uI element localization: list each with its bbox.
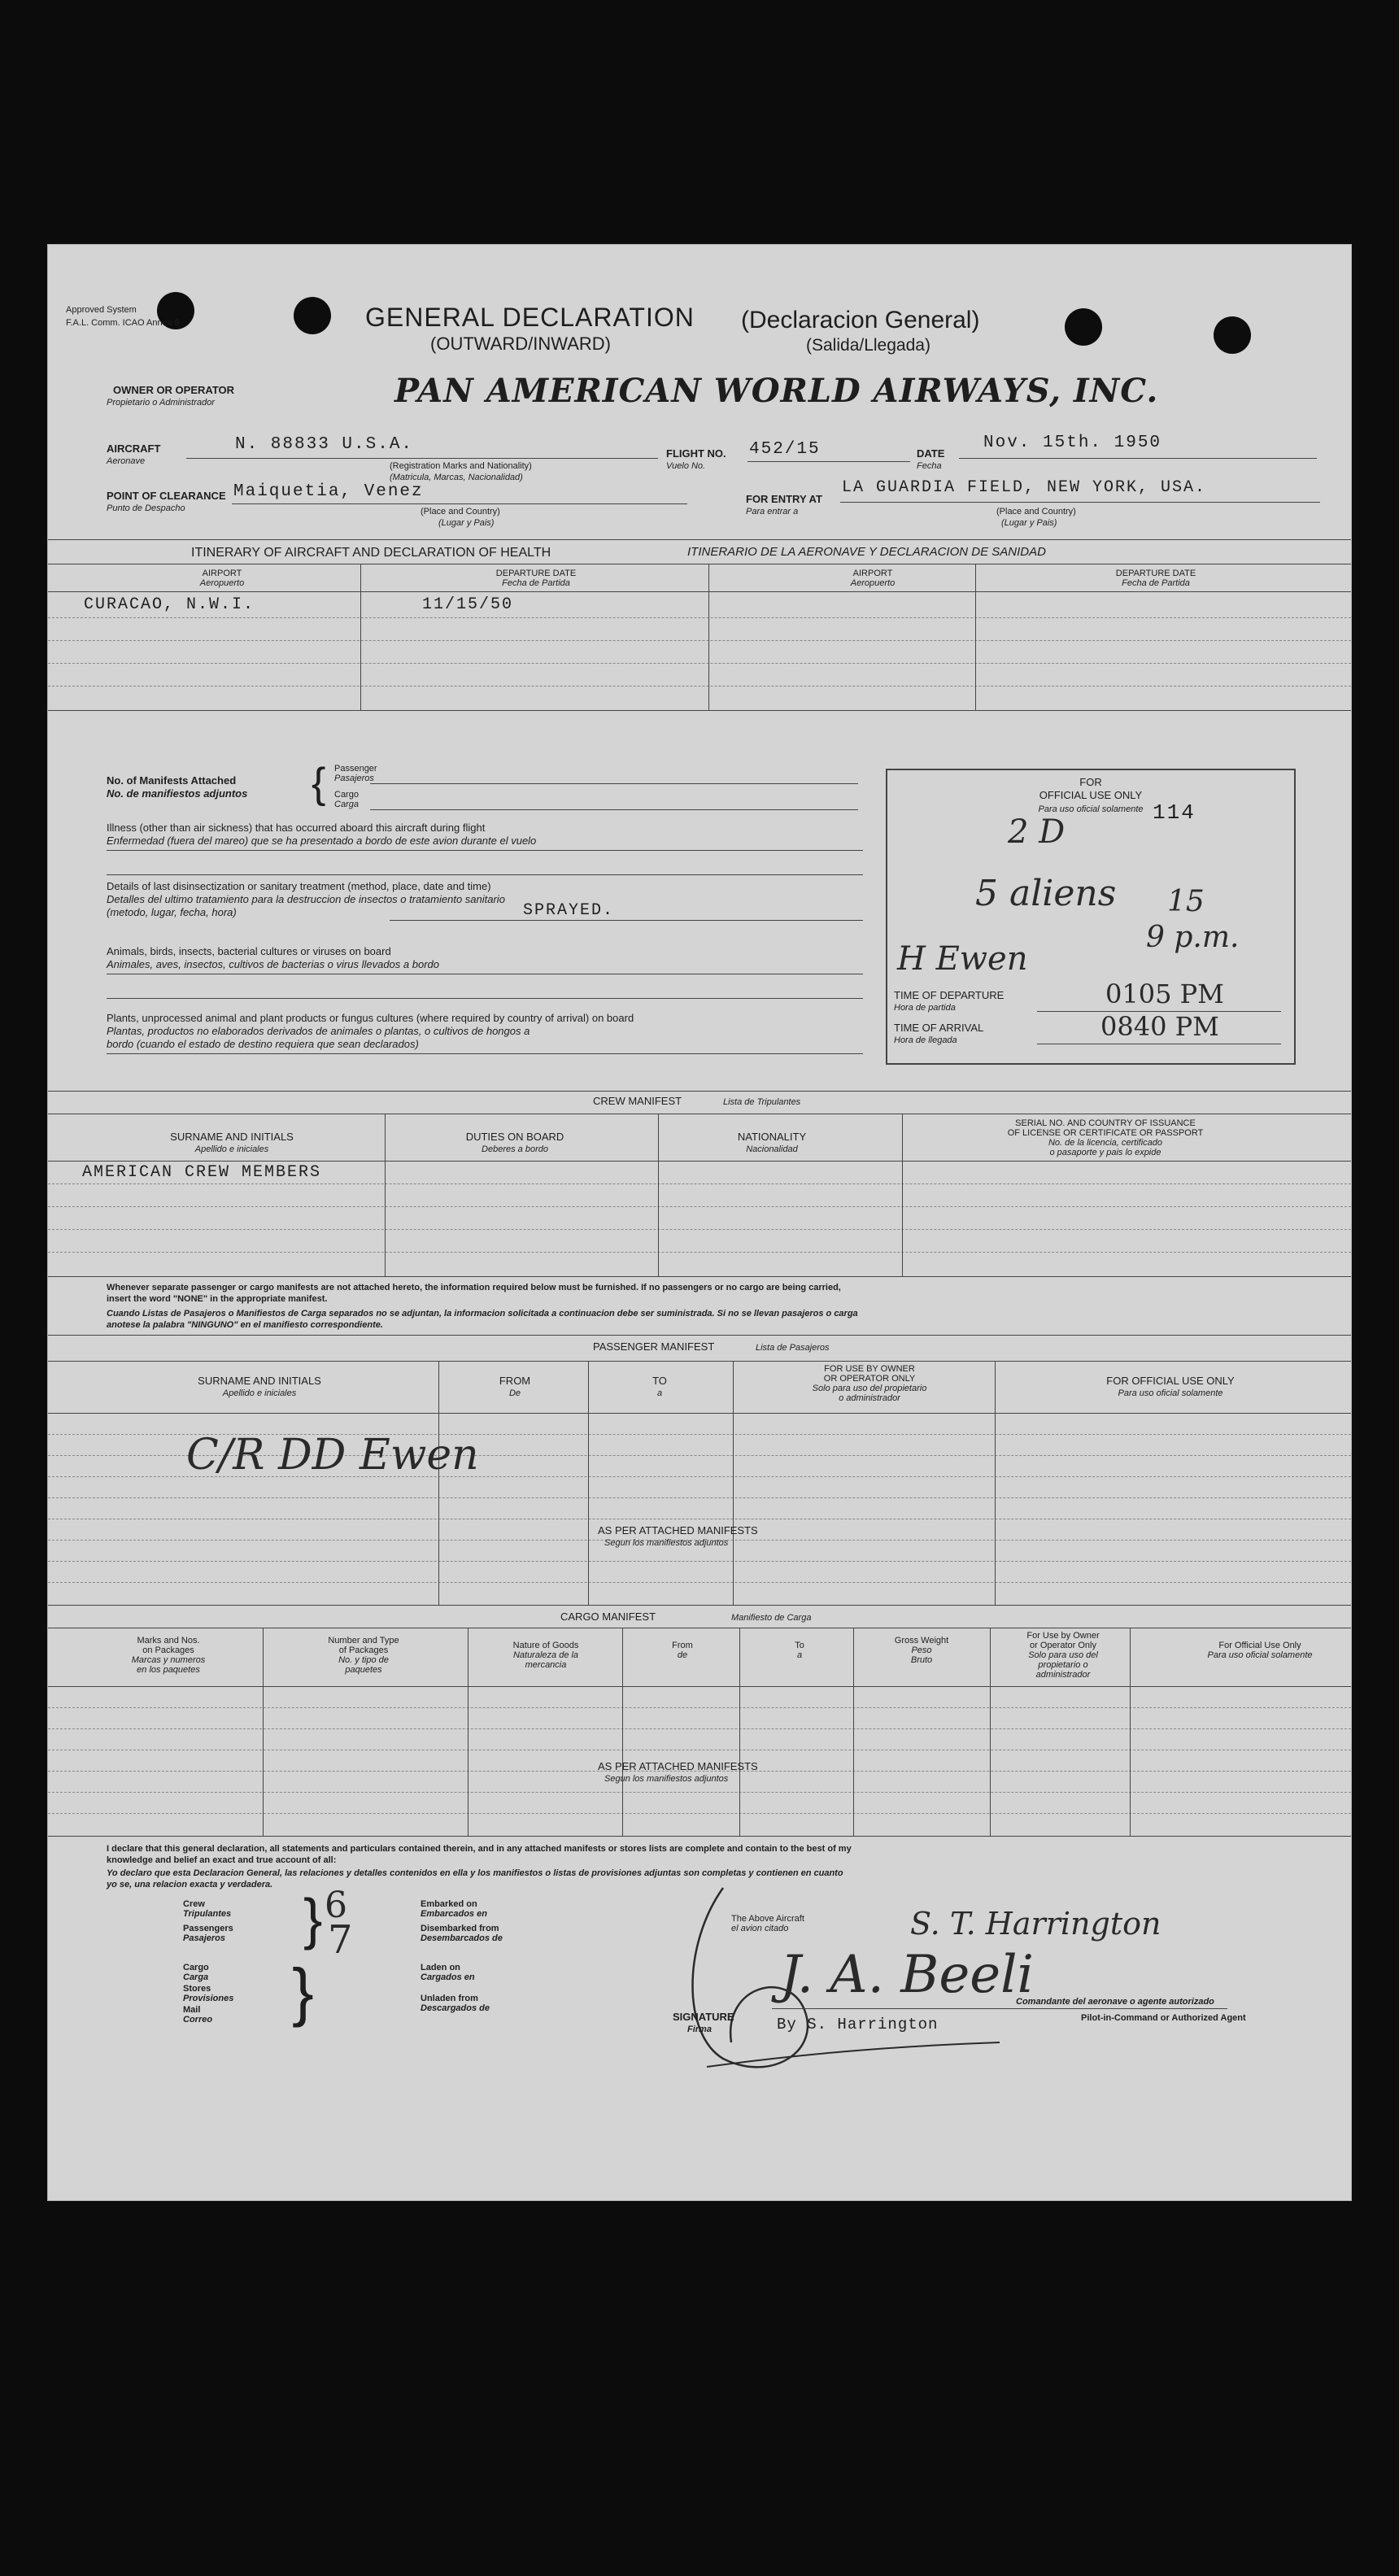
entry-label: FOR ENTRY AT	[746, 493, 822, 505]
laden-label: Laden on	[421, 1963, 460, 1972]
aircraft-value: N. 88833 U.S.A.	[235, 435, 414, 454]
above-aircraft-label: The Above Aircraft	[731, 1914, 804, 1924]
embarked-label: Embarked on	[421, 1899, 477, 1909]
passenger-attached: AS PER ATTACHED MANIFESTS	[598, 1524, 758, 1536]
stores-label: Stores	[183, 1984, 211, 1994]
cargo-col-to-es: a	[796, 1650, 803, 1660]
disembarked-label-es: Desembarcados de	[421, 1933, 503, 1943]
crew-count-label-es: Tripulantes	[183, 1909, 232, 1919]
passenger-col-from-es: De	[508, 1388, 521, 1398]
cargo-col-from-es: de	[677, 1650, 688, 1660]
disembarked-label: Disembarked from	[421, 1924, 499, 1933]
cargo-col-marks-2: on Packages	[142, 1645, 194, 1655]
official-title-2: OFFICIAL USE ONLY	[1039, 789, 1143, 801]
crew-col-nationality: NATIONALITY	[737, 1131, 807, 1143]
cargo-attached: AS PER ATTACHED MANIFESTS	[598, 1760, 758, 1772]
date-label-es: Fecha	[917, 461, 942, 471]
notice-es-1: Cuando Listas de Pasajeros o Manifiestos de Carga separados no se adjuntan, la informacion solicitada a continuacion debe ser suministrada. Si no se llevan pasajeros o carga	[107, 1309, 858, 1319]
crew-title: CREW MANIFEST	[593, 1095, 682, 1107]
illness-label: Illness (other than air sickness) that has occurred aboard this aircraft during flight	[107, 822, 486, 834]
approved-system: Approved System	[66, 305, 137, 315]
passengers-count-value: 7	[328, 1917, 353, 1963]
itinerary-title: ITINERARY OF AIRCRAFT AND DECLARATION OF HEALTH	[191, 546, 551, 560]
passenger-col-owner-1: FOR USE BY OWNER	[824, 1364, 915, 1374]
cargo-col-owner-1: For Use by Owner	[1026, 1631, 1100, 1641]
disinsect-label-es-2: (metodo, lugar, fecha, hora)	[107, 906, 237, 918]
passenger-col-name-es: Apellido e iniciales	[222, 1388, 297, 1398]
cargo-col-weight: Gross Weight	[894, 1636, 949, 1645]
cargo-col-owner-es-3: administrador	[1035, 1670, 1091, 1680]
cargo-col-number-2: of Packages	[338, 1645, 389, 1655]
crew-col-license-1: SERIAL NO. AND COUNTRY OF ISSUANCE	[1015, 1118, 1196, 1128]
passenger-col-name: SURNAME AND INITIALS	[198, 1375, 321, 1387]
arrival-label: TIME OF ARRIVAL	[894, 1022, 984, 1034]
sprayed-value: SPRAYED.	[523, 901, 615, 920]
official-number: 114	[1153, 800, 1196, 825]
cargo-col-official: For Official Use Only	[1218, 1641, 1301, 1650]
cargo-count-label-es: Carga	[183, 1972, 209, 1982]
passenger-title: PASSENGER MANIFEST	[593, 1340, 715, 1353]
animals-label: Animals, birds, insects, bacterial cultures or viruses on board	[107, 945, 391, 957]
passenger-hand: C/R DD Ewen	[186, 1431, 479, 1480]
crew-value: AMERICAN CREW MEMBERS	[82, 1163, 322, 1182]
flight-value: 452/15	[749, 440, 821, 459]
crew-count-value: 6	[325, 1885, 347, 1926]
punch-hole	[294, 297, 331, 334]
itinerary-col-date-es-2: Fecha de Partida	[1122, 578, 1190, 588]
passenger-title-es: Lista de Pasajeros	[756, 1343, 830, 1353]
declaration-es-1: Yo declaro que esta Declaracion General, las relaciones y detalles contenidos en ella y los manifiestos o listas de provisiones adjuntas son completas y contienen en cuanto	[107, 1868, 843, 1878]
plants-label-es-2: bordo (cuando el estado de destino requiera que sean declarados)	[107, 1038, 419, 1050]
passenger-col-owner-es-2: o administrador	[839, 1393, 900, 1403]
operator-label-es: Propietario o Administrador	[107, 398, 215, 408]
passengers-count-label: Passengers	[183, 1924, 233, 1933]
passenger-col-official: FOR OFFICIAL USE ONLY	[1106, 1375, 1235, 1387]
brace: }	[292, 1955, 314, 2028]
cargo-count-label: Cargo	[183, 1963, 209, 1972]
arrival-label-es: Hora de llegada	[894, 1035, 957, 1045]
passenger-col-owner-es-1: Solo para uso del propietario	[812, 1384, 927, 1393]
cargo-col-owner-es-1: Solo para uso del	[1028, 1650, 1098, 1660]
date-value: Nov. 15th. 1950	[983, 434, 1162, 452]
crew-col-license-es-2: o pasaporte y pais lo expide	[1049, 1148, 1161, 1157]
cargo-col-marks-es-2: en los paquetes	[137, 1665, 200, 1675]
agent-label: Pilot-in-Command or Authorized Agent	[1081, 2013, 1246, 2023]
cargo-col-owner-2: or Operator Only	[1030, 1641, 1096, 1650]
itinerary-col-airport: AIRPORT	[202, 569, 242, 578]
flight-label: FLIGHT NO.	[666, 447, 726, 460]
unladen-label-es: Descargados de	[421, 2003, 490, 2013]
punch-hole	[1065, 308, 1102, 346]
date-label: DATE	[917, 447, 945, 460]
flight-label-es: Vuelo No.	[666, 461, 706, 471]
cargo-col-nature: Nature of Goods	[512, 1641, 579, 1650]
entry-label-es: Para entrar a	[746, 507, 799, 517]
disinsect-label-es: Detalles del ultimo tratamiento para la destruccion de insectos o tratamiento sanitario	[107, 893, 505, 905]
crew-count-label: Crew	[183, 1899, 205, 1909]
departure-value: 0105 PM	[1105, 979, 1224, 1009]
unladen-label: Unladen from	[421, 1994, 478, 2003]
stores-label-es: Provisiones	[183, 1994, 234, 2003]
official-hand-1: 2 D	[1008, 813, 1066, 851]
illness-label-es: Enfermedad (fuera del mareo) que se ha presentado a bordo de este avion durante el vuelo	[107, 835, 537, 847]
official-title-1: FOR	[1079, 776, 1102, 788]
itinerary-airport-value: CURACAO, N.W.I.	[84, 595, 255, 614]
notice-es-2: anotese la palabra "NINGUNO" en el manifiesto correspondiente.	[107, 1320, 383, 1330]
cargo-title: CARGO MANIFEST	[560, 1611, 656, 1623]
cargo-col-number-es-1: No. y tipo de	[338, 1655, 389, 1665]
official-hand-3: 15	[1167, 885, 1205, 918]
departure-label: TIME OF DEPARTURE	[894, 989, 1005, 1001]
entry-value: LA GUARDIA FIELD, NEW YORK, USA.	[842, 478, 1207, 497]
plants-label-es: Plantas, productos no elaborados derivados de animales o plantas, o cultivos de hongos a	[107, 1025, 530, 1037]
title-es: (Declaracion General)	[741, 307, 980, 333]
subtitle-en: (OUTWARD/INWARD)	[430, 333, 611, 354]
aircraft-note: (Registration Marks and Nationality)	[390, 461, 532, 471]
mail-label-es: Correo	[183, 2015, 213, 2025]
official-hand-2: 5 aliens	[975, 873, 1117, 914]
cargo-title-es: Manifiesto de Carga	[731, 1613, 812, 1623]
cargo-col-owner-es-2: propietario o	[1038, 1660, 1088, 1670]
aircraft-label-es: Aeronave	[107, 456, 146, 466]
signed-by: By S. Harrington	[777, 2016, 939, 2033]
operator-name: PAN AMERICAN WORLD AIRWAYS, INC.	[394, 372, 1159, 410]
cargo-col-weight-es-2: Bruto	[910, 1655, 933, 1665]
declaration-en-2: knowledge and belief an exact and true account of all:	[107, 1855, 337, 1865]
itinerary-col-date-2: DEPARTURE DATE	[1115, 569, 1196, 578]
crew-col-nationality-es: Nacionalidad	[746, 1144, 798, 1154]
cargo-col-nature-es-2: mercancia	[525, 1660, 567, 1670]
title-en: GENERAL DECLARATION	[365, 303, 695, 332]
subtitle-es: (Salida/Llegada)	[806, 336, 930, 355]
disinsect-label: Details of last disinsectization or sanitary treatment (method, place, date and time)	[107, 880, 491, 892]
fal-reference: F.A.L. Comm. ICAO Annex 9	[66, 318, 180, 328]
declaration-es-2: yo se, una relacion exacta y verdadera.	[107, 1880, 273, 1890]
cargo-col-official-es: Para uso oficial solamente	[1207, 1650, 1313, 1660]
aircraft-label: AIRCRAFT	[107, 442, 161, 455]
passengers-count-label-es: Pasajeros	[183, 1933, 225, 1943]
signature-name: S. T. Harrington	[910, 1906, 1161, 1942]
itinerary-col-date: DEPARTURE DATE	[495, 569, 577, 578]
manifests-label-es: No. de manifiestos adjuntos	[107, 787, 248, 800]
laden-label-es: Cargados en	[421, 1972, 475, 1982]
cargo-label: Cargo	[334, 790, 359, 800]
brace: {	[312, 760, 326, 807]
cargo-col-number-1: Number and Type	[328, 1636, 399, 1645]
cargo-attached-es: Segun los manifiestos adjuntos	[604, 1774, 729, 1784]
clearance-label-es: Punto de Despacho	[107, 503, 185, 513]
agent-label-es: Comandante del aeronave o agente autorizado	[1016, 1997, 1214, 2007]
itinerary-date-value: 11/15/50	[422, 595, 514, 614]
passenger-col-from: FROM	[499, 1375, 531, 1387]
arrival-value: 0840 PM	[1100, 1011, 1219, 1042]
crew-col-duties: DUTIES ON BOARD	[465, 1131, 564, 1143]
entry-note-es: (Lugar y Pais)	[1001, 518, 1057, 528]
manifests-label: No. of Manifests Attached	[107, 774, 237, 787]
cargo-col-marks-1: Marks and Nos.	[137, 1636, 200, 1645]
signature-hand: J. A. Beeli	[780, 1945, 1034, 2005]
crew-col-license-es-1: No. de la licencia, certificado	[1048, 1138, 1163, 1148]
official-hand-4: 9 p.m.	[1146, 921, 1240, 954]
cargo-col-from: From	[672, 1641, 693, 1650]
entry-note: (Place and Country)	[996, 507, 1076, 517]
cargo-col-marks-es-1: Marcas y numeros	[131, 1655, 206, 1665]
brace: }	[303, 1887, 323, 1951]
itinerary-col-airport-2: AIRPORT	[852, 569, 893, 578]
itinerary-col-airport-es-2: Aeropuerto	[850, 578, 896, 588]
crew-col-license-2: OF LICENSE OR CERTIFICATE OR PASSPORT	[1007, 1128, 1204, 1138]
itinerary-title-es: ITINERARIO DE LA AERONAVE Y DECLARACION DE SANIDAD	[687, 545, 1046, 559]
punch-hole	[1214, 316, 1251, 354]
above-aircraft-label-es: el avion citado	[731, 1924, 789, 1933]
operator-label: OWNER OR OPERATOR	[113, 384, 235, 396]
cargo-label-es: Carga	[334, 800, 359, 809]
passenger-col-owner-2: OR OPERATOR ONLY	[823, 1374, 916, 1384]
signature-label-es: Firma	[687, 2025, 712, 2034]
cargo-col-to: To	[795, 1641, 804, 1650]
cargo-col-nature-es-1: Naturaleza de la	[512, 1650, 579, 1660]
passenger-label: Passenger	[334, 764, 377, 774]
notice-en-1: Whenever separate passenger or cargo manifests are not attached hereto, the information required below must be furnished. If no passengers or no cargo are being carried,	[107, 1283, 841, 1292]
signature-label: SIGNATURE	[673, 2011, 734, 2023]
cargo-col-number-es-2: paquetes	[345, 1665, 382, 1675]
crew-col-name: SURNAME AND INITIALS	[170, 1131, 294, 1143]
passenger-col-to-es: a	[656, 1388, 663, 1398]
notice-en-2: insert the word "NONE" in the appropriate manifest.	[107, 1294, 328, 1304]
itinerary-col-date-es: Fecha de Partida	[502, 578, 570, 588]
clearance-note: (Place and Country)	[421, 507, 500, 517]
animals-label-es: Animales, aves, insectos, cultivos de bacterias o virus llevados a bordo	[107, 958, 439, 970]
clearance-value: Maiquetia, Venez	[233, 482, 424, 501]
itinerary-col-airport-es: Aeropuerto	[199, 578, 245, 588]
declaration-en-1: I declare that this general declaration, all statements and particulars contained therein, and in any attached manifests or stores lists are complete and contain to the best of my	[107, 1844, 852, 1854]
crew-title-es: Lista de Tripulantes	[723, 1097, 801, 1107]
passenger-label-es: Pasajeros	[334, 774, 374, 783]
cargo-col-weight-es-1: Peso	[911, 1645, 932, 1655]
clearance-note-es: (Lugar y Pais)	[438, 518, 495, 528]
departure-label-es: Hora de partida	[894, 1003, 956, 1013]
passenger-col-to: TO	[652, 1375, 667, 1387]
passenger-col-official-es: Para uso oficial solamente	[1118, 1388, 1223, 1398]
official-title-es: Para uso oficial solamente	[1038, 804, 1144, 814]
mail-label: Mail	[183, 2005, 201, 2015]
aircraft-note-es: (Matricula, Marcas, Nacionalidad)	[390, 473, 523, 482]
signature-flourish	[674, 1880, 1016, 2075]
passenger-attached-es: Segun los manifiestos adjuntos	[604, 1538, 729, 1548]
crew-col-name-es: Apellido e iniciales	[194, 1144, 269, 1154]
clearance-label: POINT OF CLEARANCE	[107, 490, 226, 502]
declaration-form	[47, 244, 1352, 2201]
embarked-label-es: Embarcados en	[421, 1909, 487, 1919]
plants-label: Plants, unprocessed animal and plant products or fungus cultures (where required by country of arrival) on board	[107, 1012, 634, 1024]
crew-col-duties-es: Deberes a bordo	[482, 1144, 548, 1154]
official-hand-5: H Ewen	[897, 940, 1028, 978]
